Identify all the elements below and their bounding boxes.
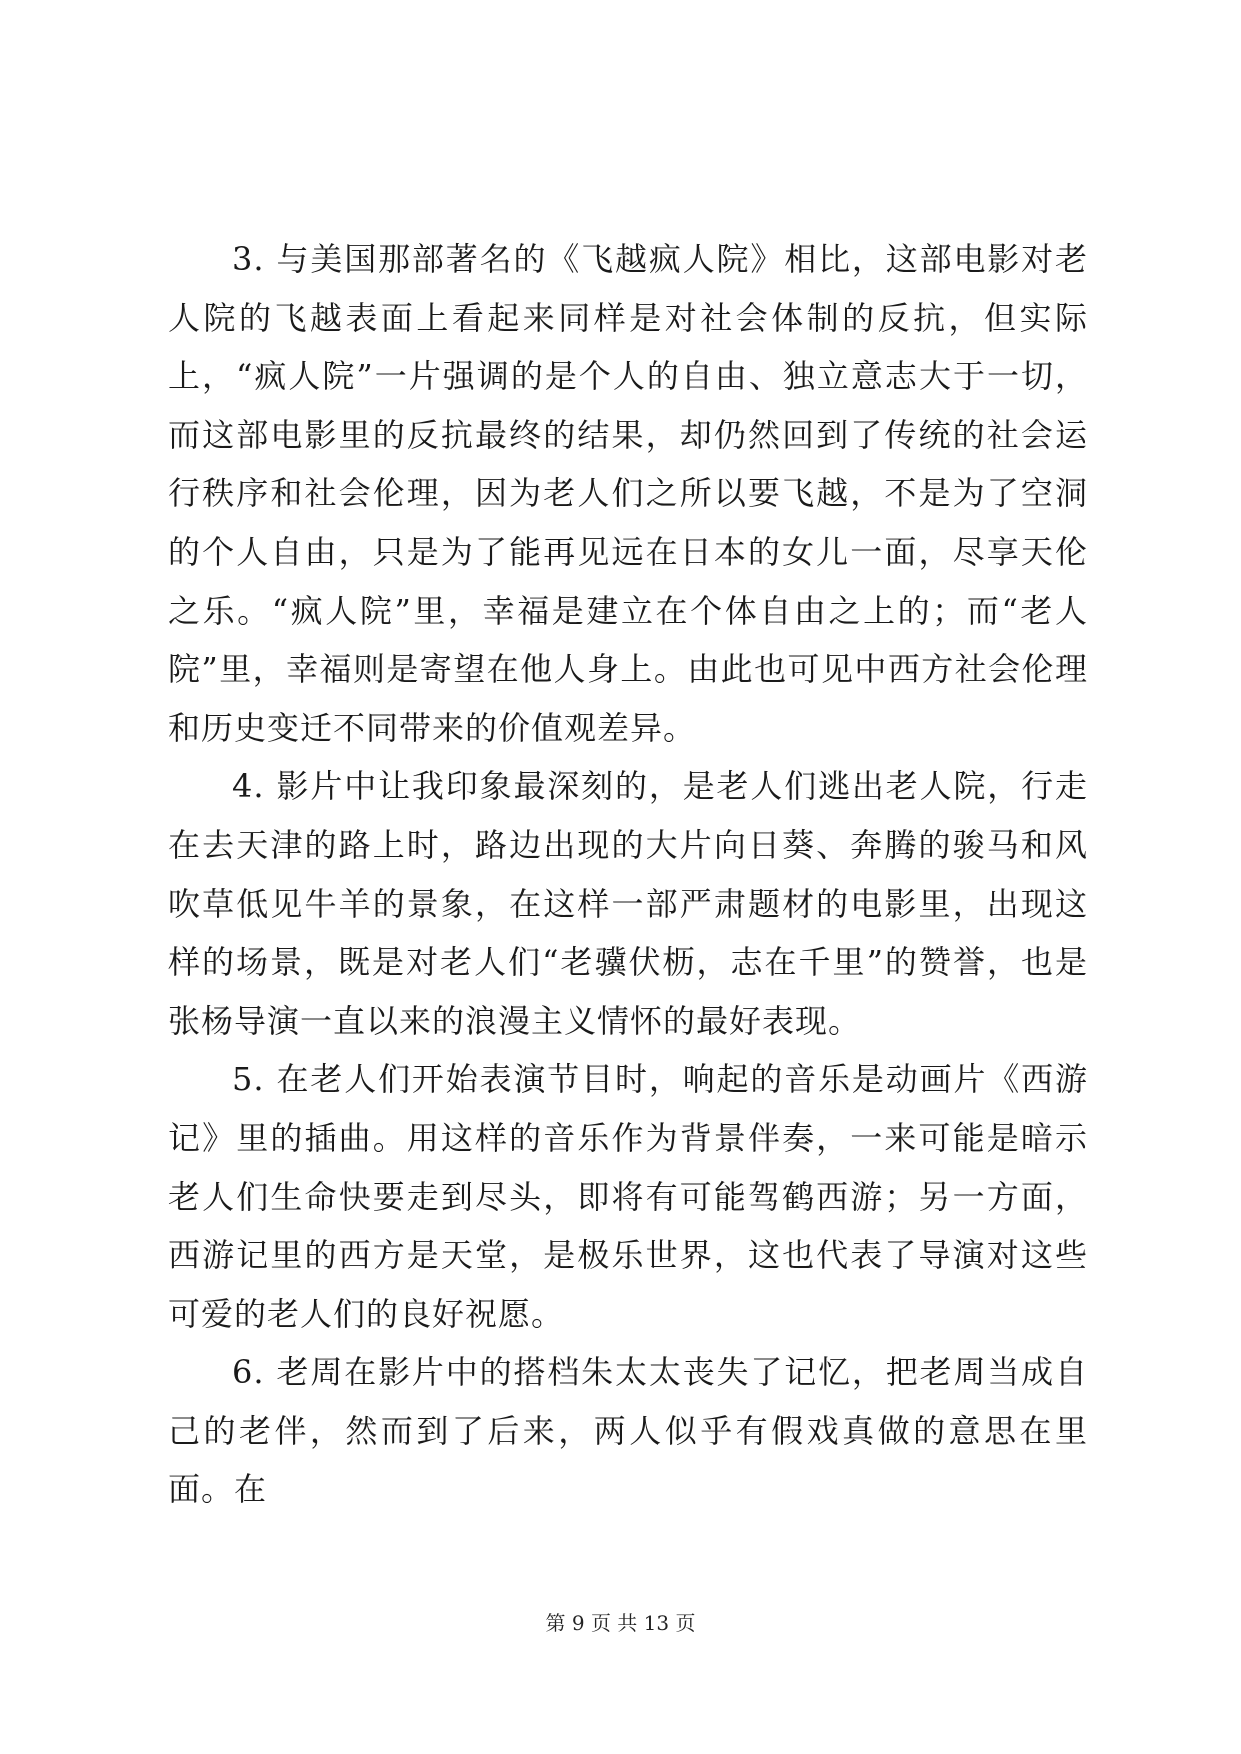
page-number-footer: 第 9 页 共 13 页	[545, 1611, 696, 1635]
paragraph-4: 4. 影片中让我印象最深刻的，是老人们逃出老人院，行走在去天津的路上时，路边出现的大片向日葵、奔腾的骏马和风吹草低见牛羊的景象，在这样一部严肃题材的电影里，出现这样的场景，既是对老人们“老骥伏枥，志在千里”的赞誉，也是张杨导演一直以来的浪漫主义情怀的最好表现。	[168, 767, 1088, 1040]
paragraph-5: 5. 在老人们开始表演节目时，响起的音乐是动画片《西游记》里的插曲。用这样的音乐作为背景伴奏，一来可能是暗示老人们生命快要走到尽头，即将有可能驾鹤西游；另一方面，西游记里的西方是天堂，是极乐世界，这也代表了导演对这些可爱的老人们的良好祝愿。	[168, 1060, 1088, 1333]
paragraph-6: 6. 老周在影片中的搭档朱太太丧失了记忆，把老周当成自己的老伴，然而到了后来，两人似乎有假戏真做的意思在里面。在	[168, 1353, 1088, 1509]
body-text	[168, 230, 1088, 1519]
paragraph-3: 3. 与美国那部著名的《飞越疯人院》相比，这部电影对老人院的飞越表面上看起来同样是对社会体制的反抗，但实际上，“疯人院”一片强调的是个人的自由、独立意志大于一切，而这部电影里的反抗最终的结果，却仍然回到了传统的社会运行秩序和社会伦理，因为老人们之所以要飞越，不是为了空洞的个人自由，只是为了能再见远在日本的女儿一面，尽享天伦之乐。“疯人院”里，幸福是建立在个体自由之上的；而“老人院”里，幸福则是寄望在他人身上。由此也可见中西方社会伦理和历史变迁不同带来的价值观差异。	[168, 240, 1088, 747]
